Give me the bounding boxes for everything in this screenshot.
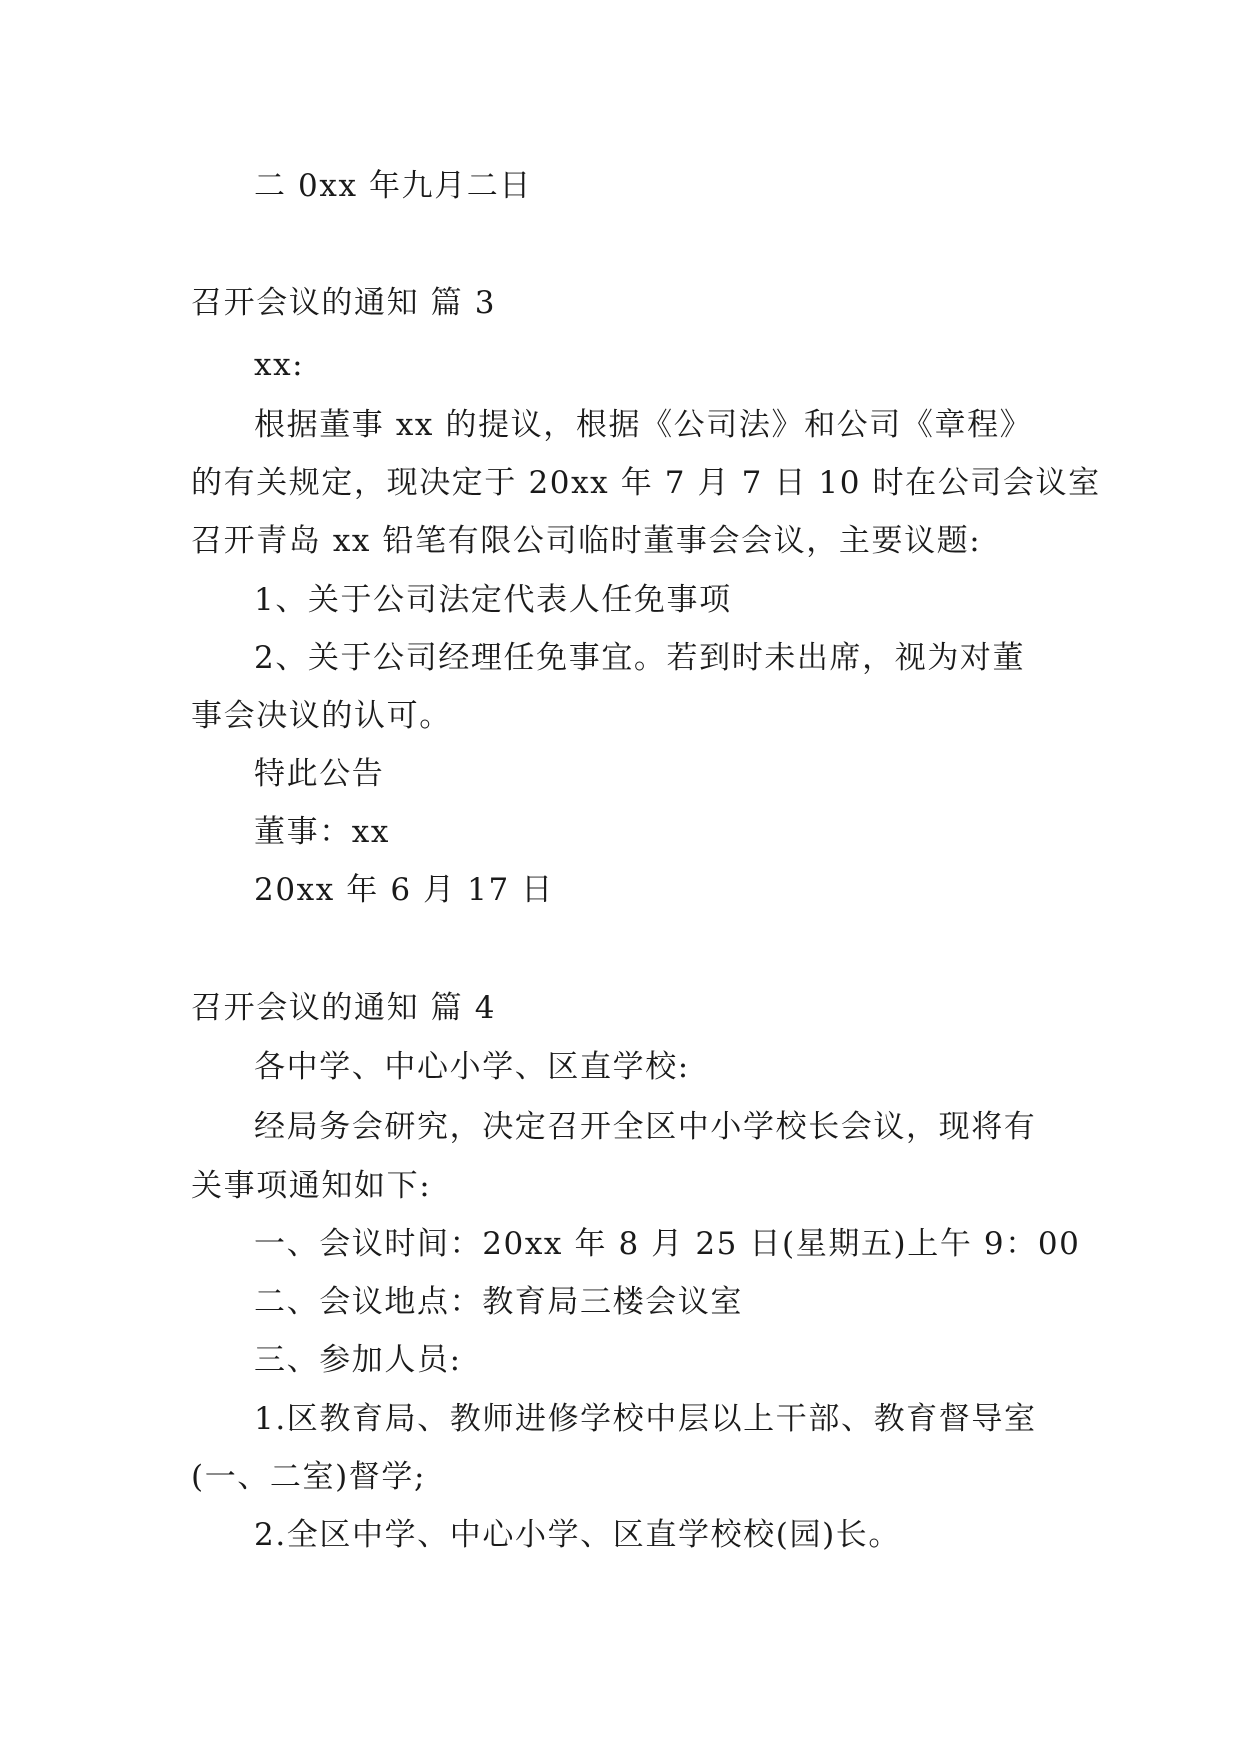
section-3-salutation: xx: (254, 347, 305, 383)
section-4-title: 召开会议的通知 篇 4 (191, 990, 497, 1026)
section-3-date: 20xx 年 6 月 17 日 (254, 872, 554, 908)
section-3-signer: 董事：xx (254, 814, 390, 850)
section-4-attendee-2: 2.全区中学、中心小学、区直学校校(园)长。 (254, 1517, 901, 1553)
section-4-attendees-heading: 三、参加人员: (254, 1342, 462, 1378)
section-4-paragraph-line: 关事项通知如下: (191, 1168, 432, 1204)
section-4-attendee-1: 1.区教育局、教师进修学校中层以上干部、教育督导室 (254, 1401, 1037, 1437)
section-3-item-1: 1、关于公司法定代表人任免事项 (254, 582, 732, 618)
section-3-paragraph-line: 召开青岛 xx 铅笔有限公司临时董事会会议，主要议题: (191, 523, 982, 559)
section-4-paragraph-line: 经局务会研究，决定召开全区中小学校长会议，现将有 (254, 1109, 1037, 1145)
section-3-closing: 特此公告 (254, 756, 385, 792)
section-4-salutation: 各中学、中心小学、区直学校: (254, 1049, 690, 1085)
section-4-attendee-1-cont: (一、二室)督学; (191, 1459, 427, 1495)
section-4-place: 二、会议地点：教育局三楼会议室 (254, 1284, 743, 1320)
section-3-title: 召开会议的通知 篇 3 (191, 285, 497, 321)
section-3-paragraph-line: 的有关规定，现决定于 20xx 年 7 月 7 日 10 时在公司会议室 (191, 465, 1101, 501)
section-3-paragraph-line: 根据董事 xx 的提议，根据《公司法》和公司《章程》 (254, 407, 1033, 443)
date-top: 二 0xx 年九月二日 (254, 168, 532, 204)
section-4-time: 一、会议时间：20xx 年 8 月 25 日(星期五)上午 9：00 (254, 1226, 1081, 1262)
section-3-item-2: 2、关于公司经理任免事宜。若到时未出席，视为对董 (254, 640, 1026, 676)
section-3-item-2-cont: 事会决议的认可。 (191, 698, 452, 734)
